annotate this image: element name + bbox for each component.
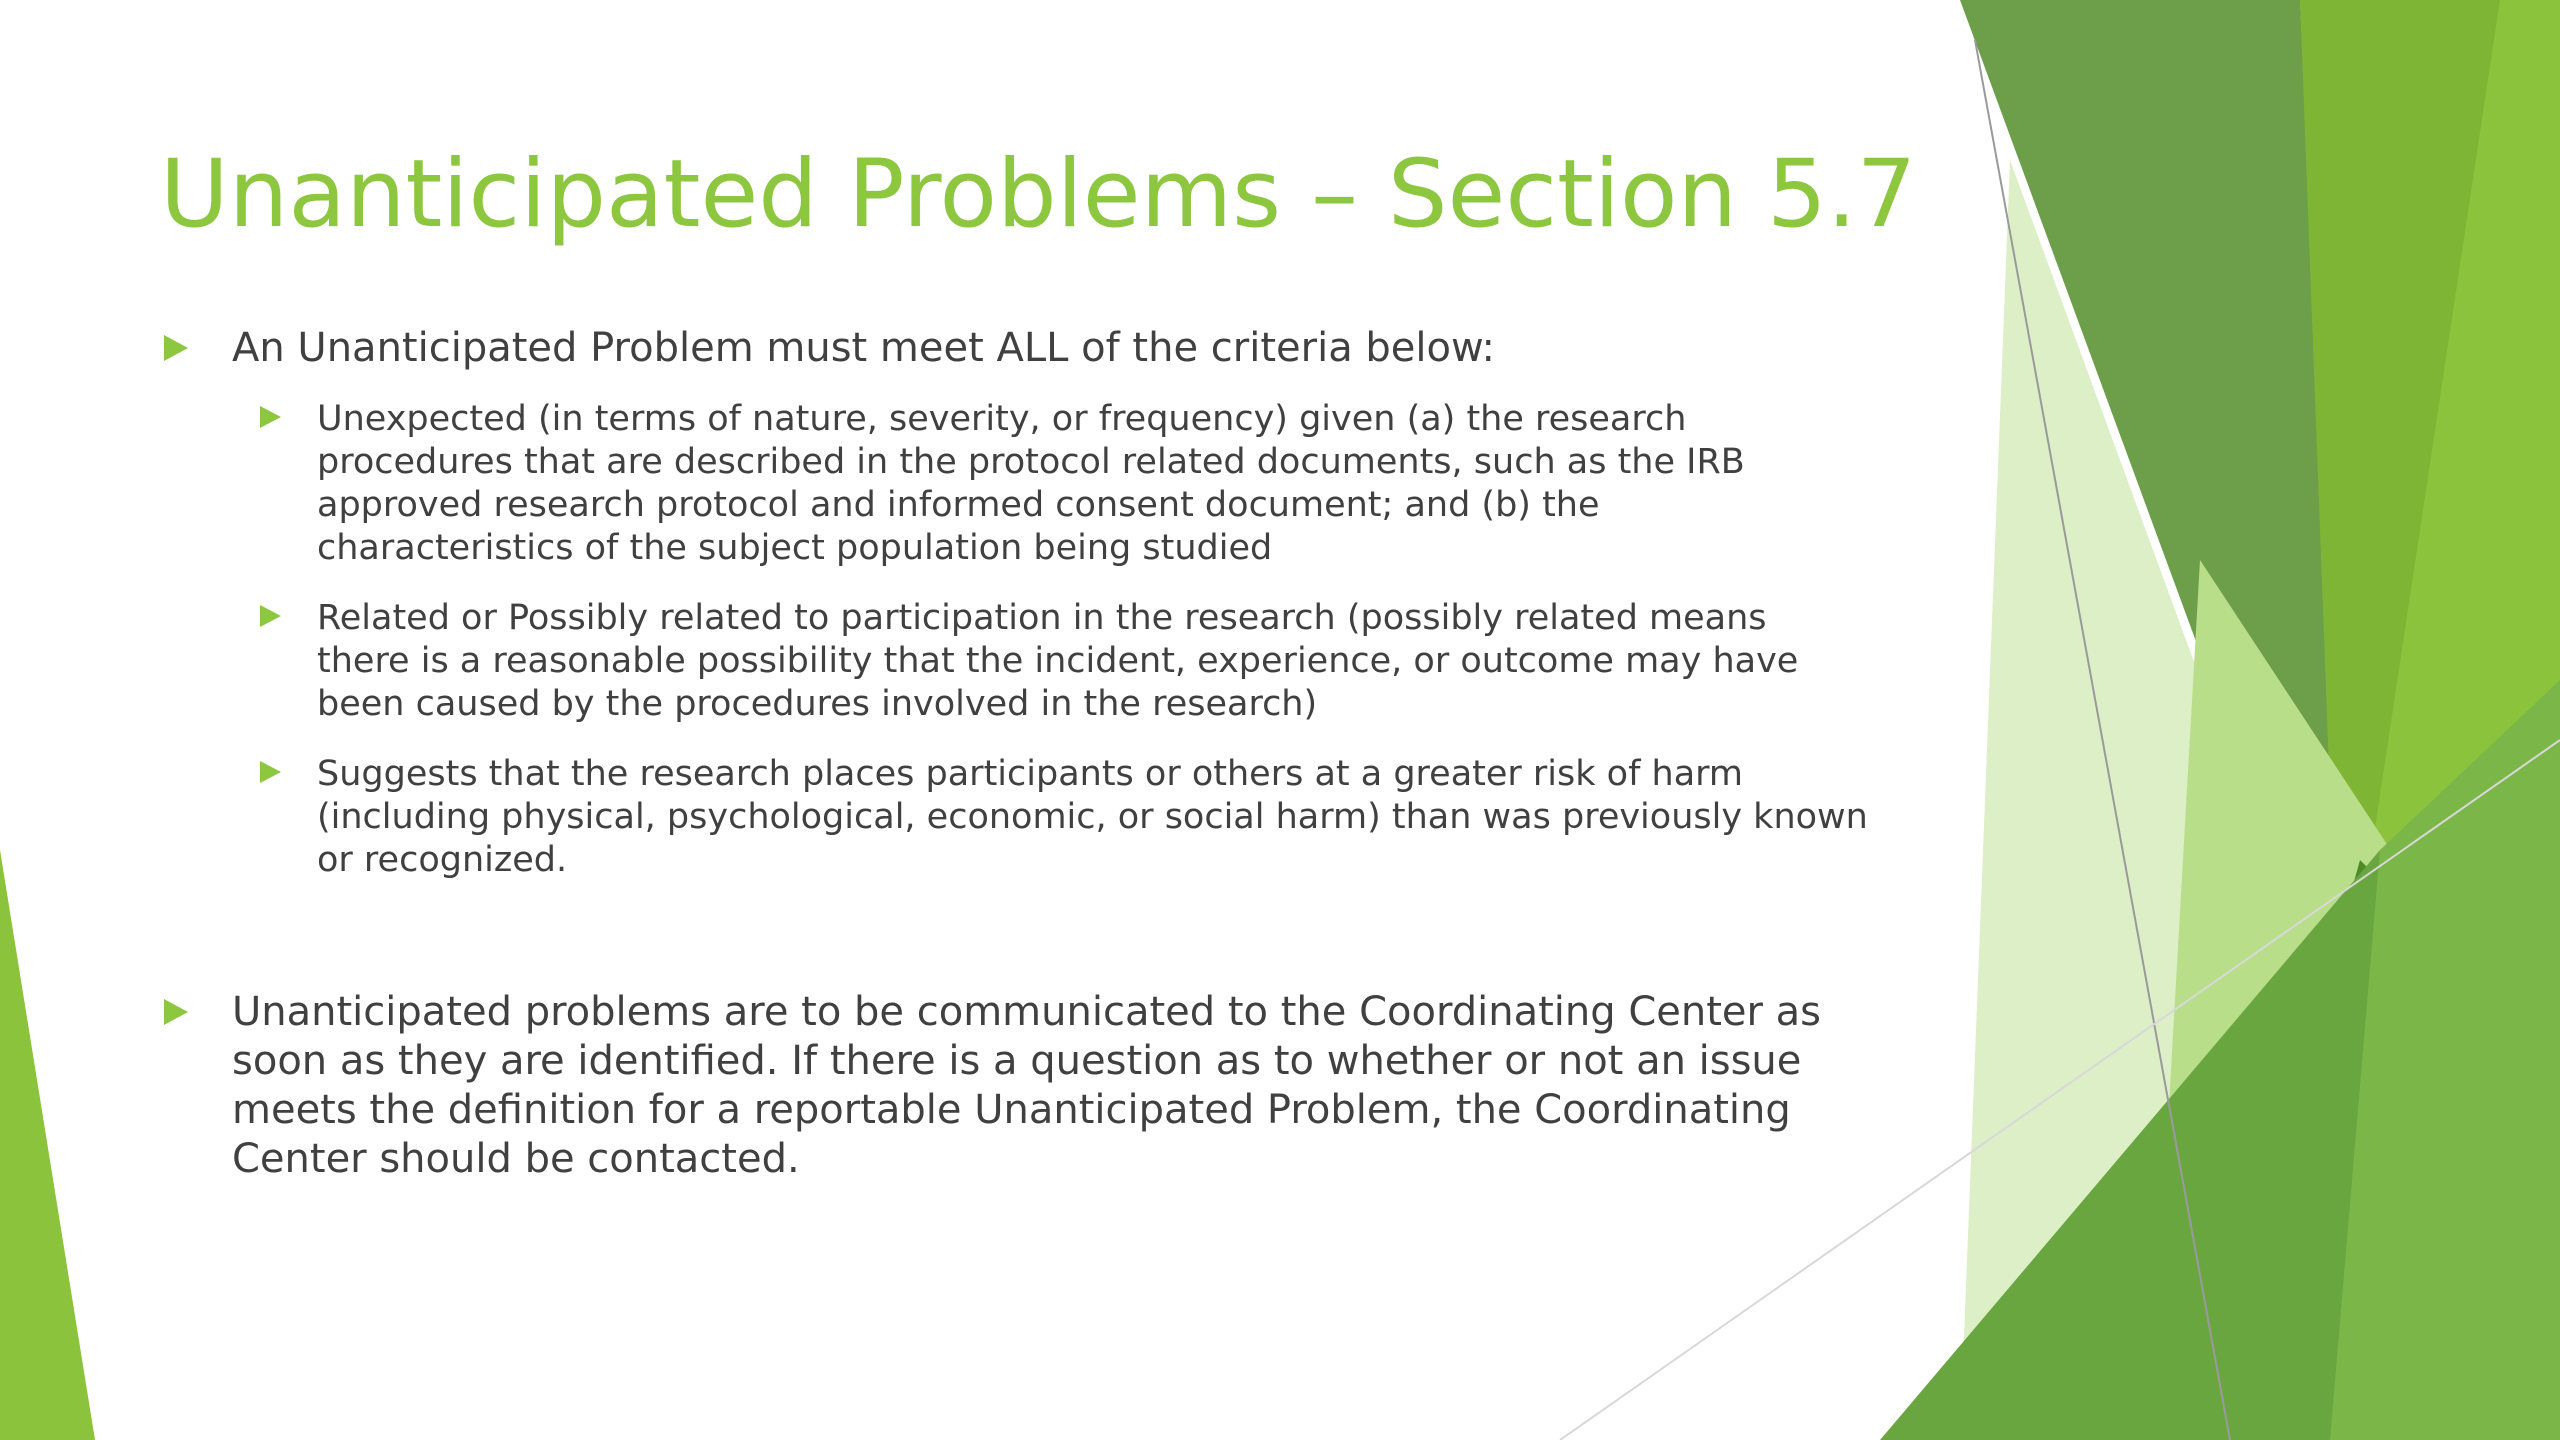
- bullet-arrow-icon: [164, 335, 188, 361]
- bullet-related: [317, 597, 1977, 726]
- bullet-text: Related or Possibly related to participation in the research (possibly related means there is a reasonable possibility that the incident, experience, or outcome may have been caused by the procedures involved in the research): [317, 598, 1799, 724]
- bullet-arrow-icon: [260, 406, 281, 428]
- bullet-unexpected: [317, 398, 1977, 570]
- bullet-arrow-icon: [260, 605, 281, 627]
- bullet-text: Unexpected (in terms of nature, severity, or frequency) given (a) the research procedures that are described in the protocol related documents, such as the IRB approved research protocol and informed consent document; and (b) the characteristics of the subject population being studied: [317, 399, 1745, 568]
- left-edge-sliver: [0, 850, 95, 1440]
- bullet-criteria-intro: [232, 324, 1932, 373]
- bullet-text: Suggests that the research places participants or others at a greater risk of harm (including physical, psychological, economic, or social harm) than was previously known or recognized.: [317, 754, 1868, 880]
- bullet-text: Unanticipated problems are to be communicated to the Coordinating Center as soon as they are identified. If there is a question as to whether or not an issue meets the definition for a reportable Unanticipated Problem, the Coordinating Center should be contacted.: [232, 989, 1822, 1182]
- bullet-arrow-icon: [164, 999, 188, 1025]
- bullet-text: An Unanticipated Problem must meet ALL of the criteria below:: [232, 325, 1496, 371]
- bullet-greater-risk: [317, 753, 1977, 882]
- slide-title: Unanticipated Problems – Section 5.7: [160, 140, 1917, 249]
- bullet-arrow-icon: [260, 761, 281, 783]
- bullet-communication: [232, 988, 1932, 1184]
